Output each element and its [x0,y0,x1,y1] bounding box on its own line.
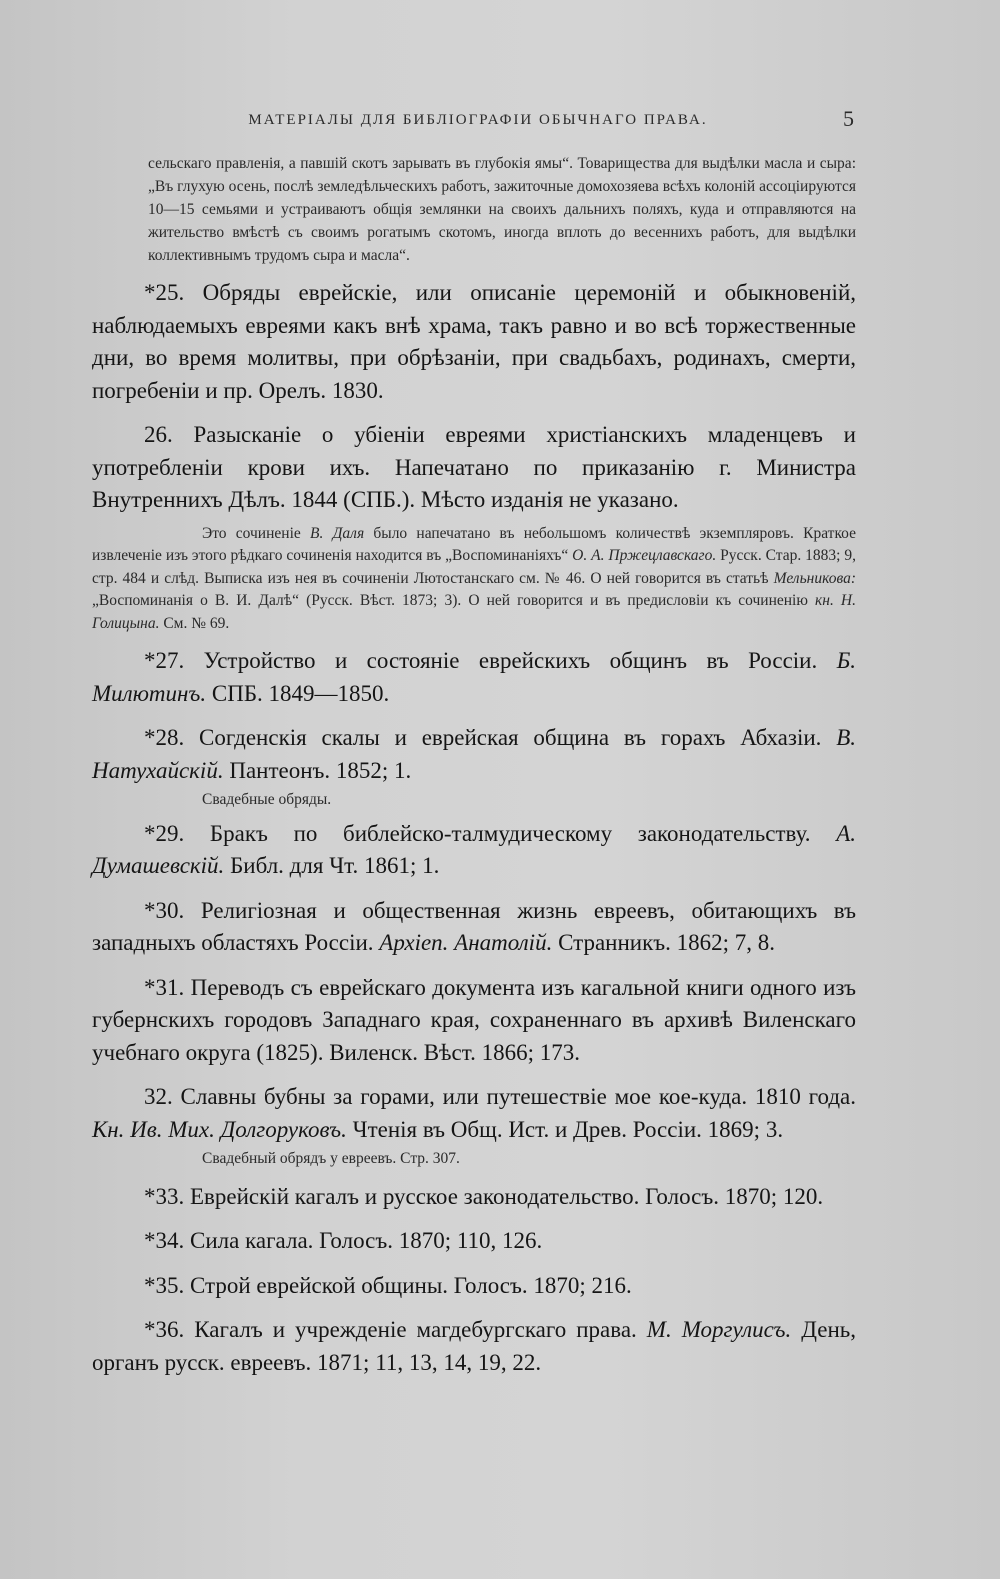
note-text: См. № 69. [163,614,230,632]
note-text: Русск. Стар. 1883; 9, стр. 484 и слѣд. Выписка изъ нея въ сочиненіи Лютостанскаго см. № 46. О ней говорится въ статьѣ [92,547,857,587]
running-title: МАТЕРІАЛЫ ДЛЯ БИБЛІОГРАФІИ ОБЫЧНАГО ПРАВА. [248,112,708,128]
entry-27 [92,645,856,710]
entry-source: Странникъ. 1862; 7, 8. [558,930,776,955]
entry-source: День, органъ русск. евреевъ. 1871; 11, 13, 14, 19, 22. [92,1317,856,1375]
entry-34: *34. Сила кагала. Голосъ. 1870; 110, 126. [144,1228,543,1253]
entry-29 [92,818,856,883]
note-28: Свадебные обряды. [202,791,332,808]
note-author: кн. Н. Голицына. [92,592,857,632]
note-text: Это сочиненіе [202,524,301,542]
entry-title: *29. Бракъ по библейско-талмудическому законодательству. [144,820,811,846]
entry-source: Чтенія въ Общ. Ист. и Древ. Россіи. 1869; 3. [352,1116,784,1142]
page-number: 5 [843,106,854,131]
entry-author: М. Моргулисъ. [646,1317,792,1342]
entry-title: *36. Кагалъ и учрежденіе магдебургскаго права. [144,1317,637,1342]
note-text: было напечатано въ небольшомъ количествѣ экземпляровъ. Краткое извлеченіе изъ этого рѣдкаго сочиненія находится въ „Воспоминаніяхъ“ [92,524,857,564]
entry-33: *33. Еврейскій кагалъ и русское законодательство. Голосъ. 1870; 120. [144,1183,824,1209]
entry-32 [92,1081,856,1146]
entry-title: *27. Устройство и состояніе еврейскихъ общинъ въ Россіи. [144,648,818,673]
entry-author: Б. Милютинъ. [92,648,857,706]
intro-paragraph: сельскаго правленія, а павшій скотъ зарывать въ глубокія ямы“. Товарищества для выдѣлки масла и сыра: „Въ глухую осень, послѣ земледѣльческихъ работъ, зажиточные домохозяева всѣхъ колоній ассоціируются 10—15 семьями и устраиваютъ общія землянки на своихъ дальнихъ поляхъ, куда и отправляются на жительство вмѣстѣ съ своимъ рогатымъ скотомъ, иногда вплоть до весеннихъ работъ, для выдѣлки коллективнымъ трудомъ сыра и масла“. [148,155,856,264]
entry-source: СПБ. 1849—1850. [211,680,390,706]
note-26 [92,523,856,636]
note-author: О. А. Пржецлавскаго. [572,547,717,564]
note-32: Свадебный обрядъ у евреевъ. Стр. 307. [202,1150,460,1167]
entry-author: В. Натухайскій. [92,725,857,783]
entry-source: Пантеонъ. 1852; 1. [229,757,412,783]
entry-source: Библ. для Чт. 1861; 1. [230,853,440,878]
entry-title: 32. Славны бубны за горами, или путешествіе мое кое-куда. 1810 года. [144,1084,856,1109]
entry-26: 26. Разысканіе о убіеніи евреями христіанскихъ младенцевъ и употребленіи крови ихъ. Напечатано по приказанію г. Министра Внутреннихъ Дѣлъ. 1844 (СПБ.). Мѣсто изданія не указано. [92,422,856,512]
entry-30 [92,895,856,960]
note-author: Мельникова: [773,569,857,587]
entry-36 [92,1314,856,1379]
entry-25: *25. Обряды еврейскіе, или описаніе церемоній и обыкновеній, наблюдаемыхъ евреями какъ внѣ храма, такъ равно и во всѣ торжественные дни, во время молитвы, при обрѣзаніи, при свадьбахъ, родинахъ, смерти, погребеніи и пр. Орелъ. 1830. [92,280,856,403]
entry-title: *28. Согденскія скалы и еврейская община въ горахъ Абхазіи. [144,725,822,750]
entry-28 [92,722,856,787]
page-body [92,152,856,1379]
entry-author: А. Думашевскій. [92,820,856,878]
entry-31: *31. Переводъ съ еврейскаго документа изъ кагальной книги одного изъ губернскихъ городовъ Западнаго края, сохраненнаго въ архивѣ Виленскаго учебнаго округа (1825). Виленск. Вѣст. 1866; 173. [92,974,856,1065]
entry-title: *30. Религіозная и общественная жизнь евреевъ, обитающихъ въ западныхъ областяхъ Россіи. [92,897,856,955]
entry-author: Архіеп. Анатолій. [379,930,553,955]
note-author: В. Даля [310,524,365,542]
entry-author: Кн. Ив. Мих. Долгоруковъ. [92,1116,347,1142]
entry-35: *35. Строй еврейской общины. Голосъ. 1870; 216. [144,1272,632,1298]
note-text: „Воспоминанія о В. И. Далѣ“ (Русск. Вѣст. 1873; 3). О ней говорится и въ предисловіи къ сочиненію [92,592,808,609]
